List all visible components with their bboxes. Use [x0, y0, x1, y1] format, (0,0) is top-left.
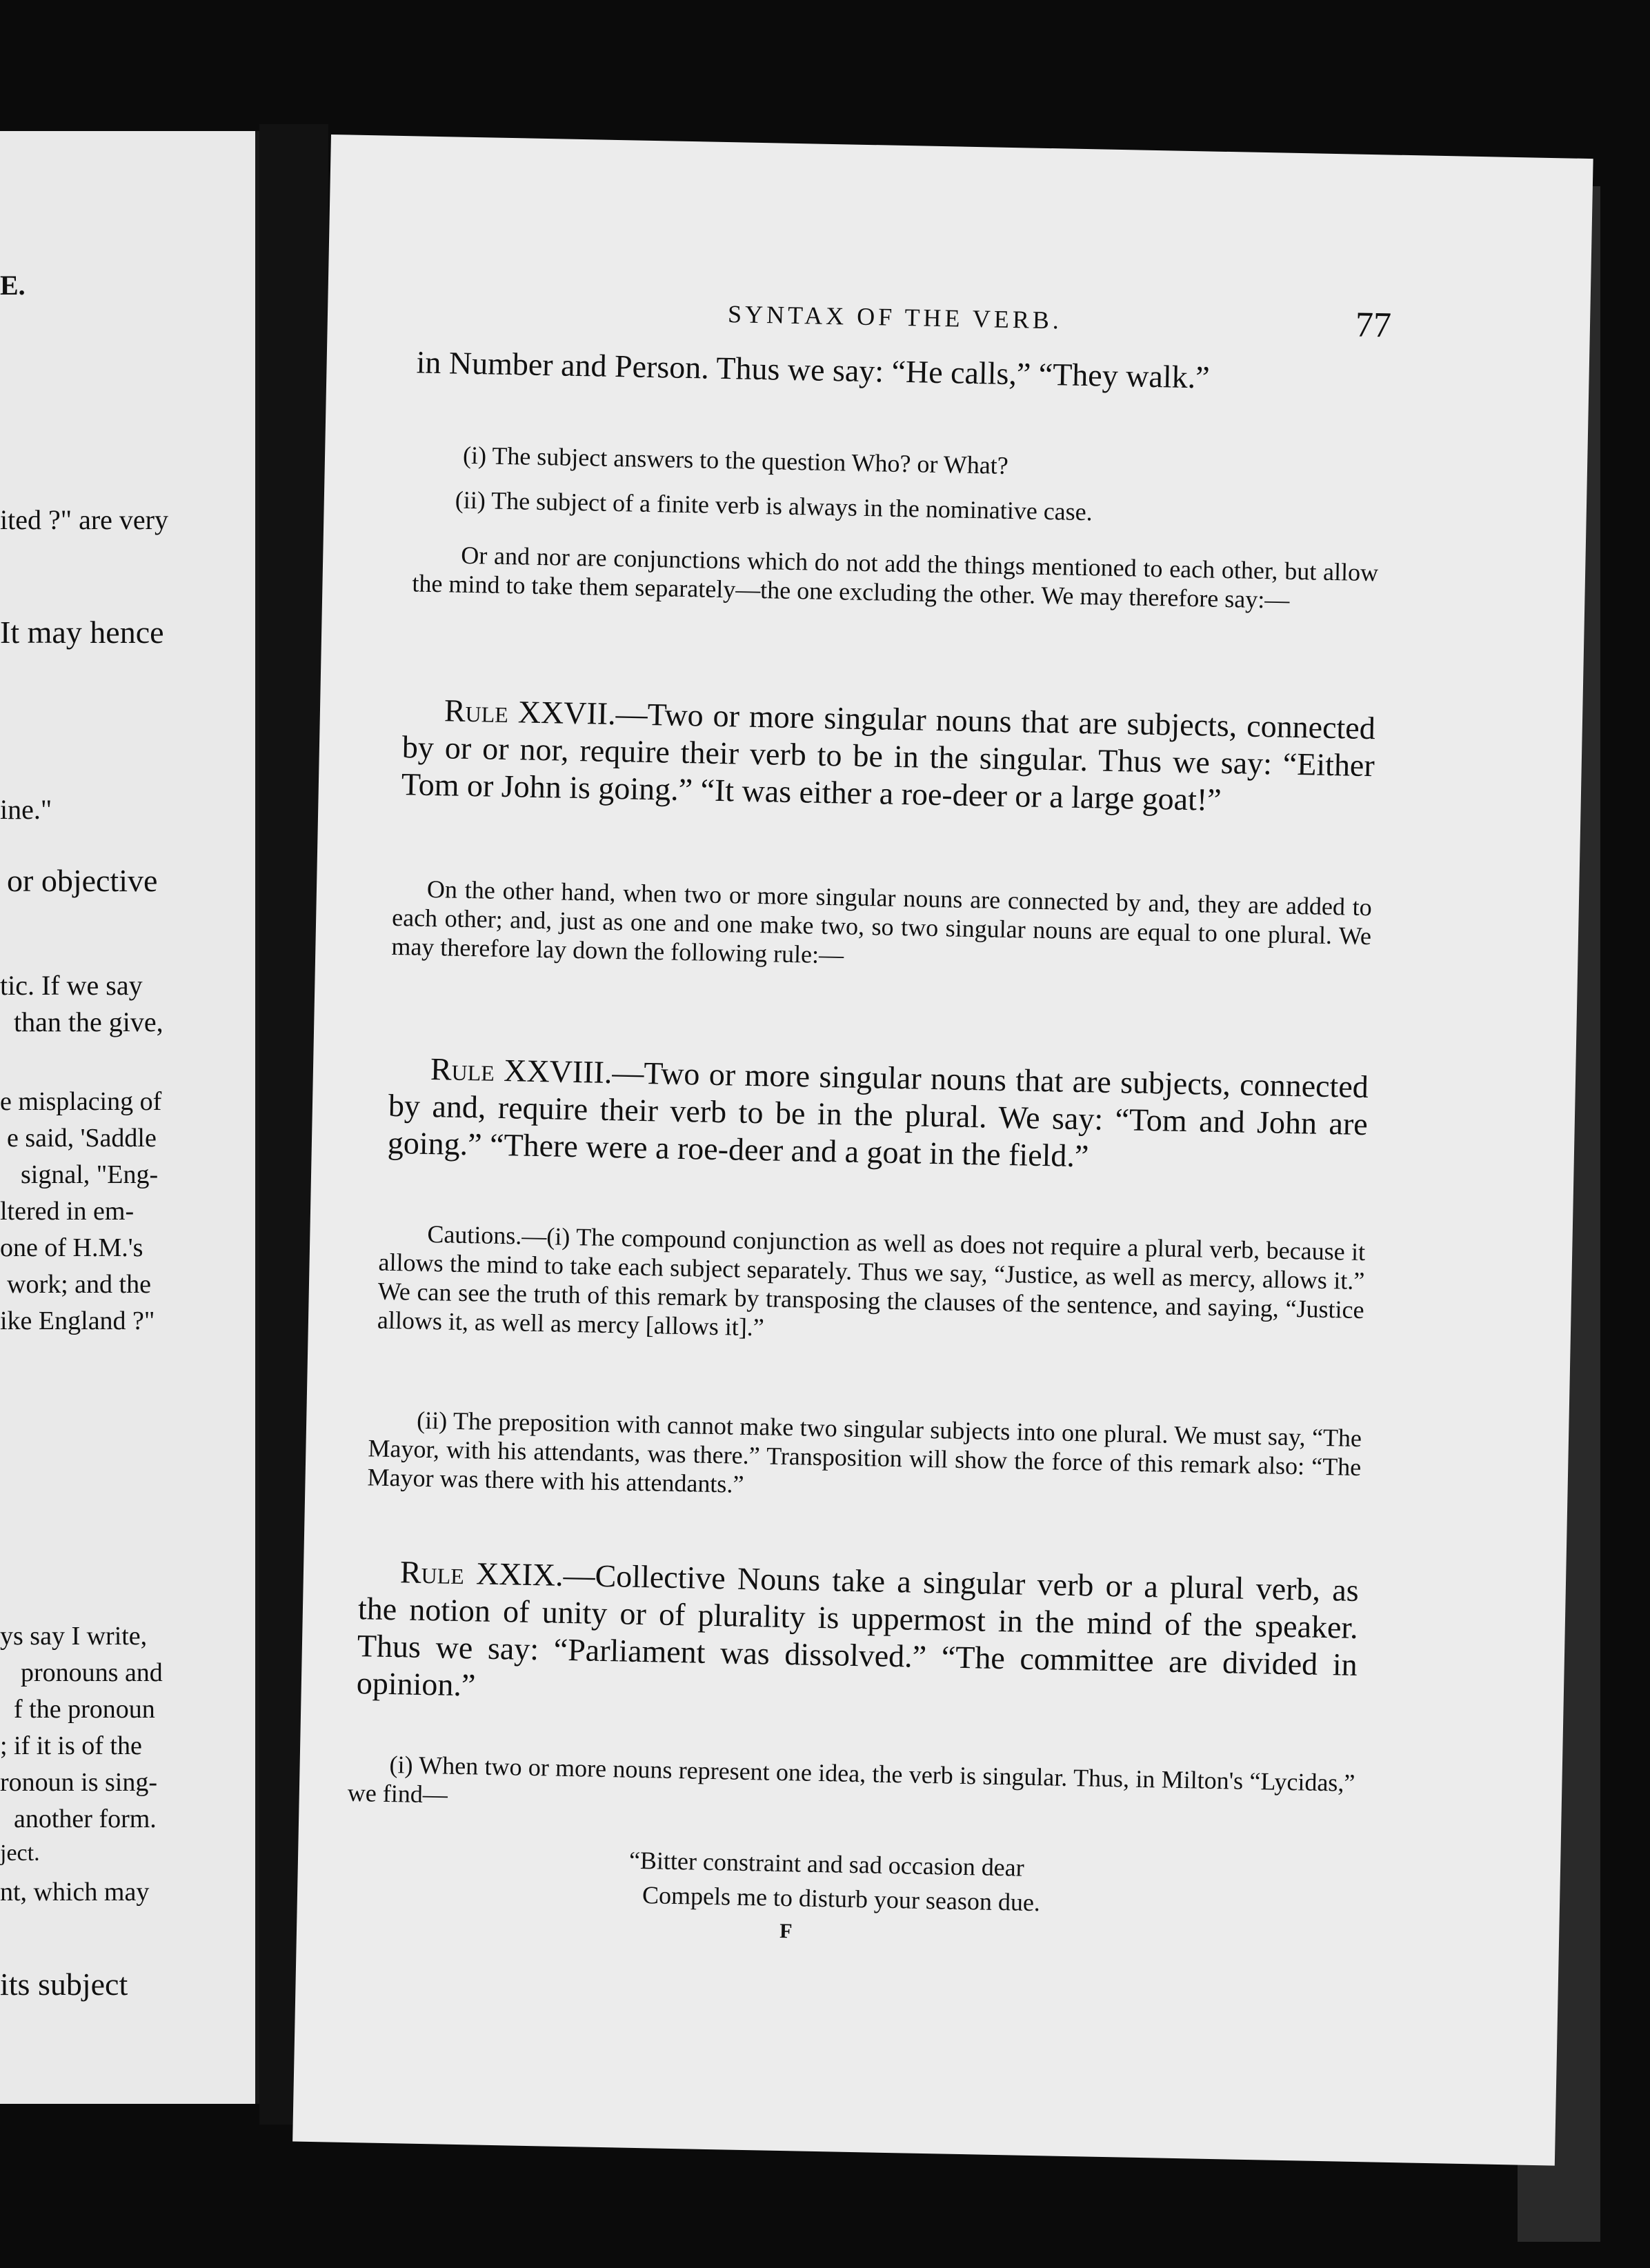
- rule-27-note: On the other hand, when two or more singular nouns are connected by and, they are added to each other; and, just as one and one make two, so two singular nouns are equal to one plural. We may therefore lay down the following rule:—: [391, 875, 1373, 969]
- left-line: E.: [0, 270, 26, 301]
- left-line: ine.": [0, 794, 52, 825]
- rule-29-label: Rule XXIX.: [399, 1554, 564, 1593]
- left-line: e said, 'Saddle: [7, 1124, 157, 1153]
- left-line: ike England ?": [0, 1306, 155, 1335]
- rule-27: [401, 691, 1375, 822]
- left-line: one of H.M.'s: [0, 1233, 143, 1262]
- verse-line-1: “Bitter constraint and sad occasion dear: [628, 1846, 1025, 1882]
- left-line: e misplacing of: [0, 1087, 162, 1116]
- left-line: signal, "Eng-: [21, 1160, 159, 1189]
- page-number: 77: [1355, 305, 1392, 346]
- rule-29: [356, 1553, 1359, 1721]
- left-line: or objective: [7, 863, 158, 898]
- rule-28-text: —Two or more singular nouns that are subjects, connected by and, require their verb to be in the plural. We say: “Tom and John are going.” “There were a roe-deer and a goat in the field.”: [387, 1055, 1369, 1174]
- left-line: ited ?" are very: [0, 504, 168, 535]
- left-line: It may hence: [0, 615, 164, 650]
- left-line: pronouns and: [21, 1658, 163, 1687]
- left-line: f the pronoun: [14, 1695, 155, 1724]
- intro-paragraph: in Number and Person. Thus we say: “He calls,” “They walk.”: [416, 344, 1211, 395]
- rule-29-note: (i) When two or more nouns represent one idea, the verb is singular. Thus, in Milton's “Lycidas,” we find—: [347, 1751, 1355, 1809]
- left-line: nt, which may: [0, 1878, 150, 1907]
- caution-i: Cautions.—(i) The compound conjunction as well as does not require a plural verb, because it allows the mind to take each subject separately. Thus we say, “Justice, as well as mercy, allows it.” We can see the truth of this remark by transposing the clauses of the sentence, and saying, “Justice allows it, as well as mercy [allows it].”: [377, 1220, 1366, 1342]
- left-line: ject.: [0, 1840, 40, 1866]
- left-line: ltered in em-: [0, 1197, 135, 1226]
- caution-ii: (ii) The preposition with cannot make two singular subjects into one plural. We must say, “The Mayor, with his attendants, was there.” Transposition will show the force of this remark also: “The Mayor was there with his attendants.”: [367, 1406, 1362, 1498]
- rule-28: [387, 1050, 1369, 1180]
- left-line: another form.: [14, 1804, 157, 1833]
- right-page: [292, 135, 1593, 2166]
- rule-29-text: —Collective Nouns take a singular verb or a plural verb, as the notion of unity or of plurality is uppermost in the mind of the speaker. Thus we say: “Parliament was dissolved.” “The committee are divided in opinion.”: [356, 1557, 1360, 1703]
- note-or-nor: Or and nor are conjunctions which do not add the things mentioned to each other, but allow the mind to take them separately—the one excluding the other. We may therefore say:—: [412, 541, 1379, 614]
- rule-27-label: Rule XXVII.: [444, 693, 617, 732]
- note-ii: (ii) The subject of a finite verb is always in the nominative case.: [455, 486, 1093, 526]
- rule-28-label: Rule XXVIII.: [430, 1051, 613, 1091]
- verse-line-2: Compels me to disturb your season due.: [642, 1881, 1041, 1917]
- rule-27-text: —Two or more singular nouns that are subjects, connected by or or nor, require their verb to be in the singular. Thus we say: “Either Tom or John is going.” “It was either a roe-deer or a large goat!”: [401, 696, 1376, 817]
- note-i: (i) The subject answers to the question Who? or What?: [462, 441, 1009, 479]
- left-line: ys say I write,: [0, 1622, 148, 1651]
- left-line: ; if it is of the: [0, 1731, 142, 1760]
- left-line: its subject: [0, 1967, 128, 2002]
- left-line: ronoun is sing-: [0, 1768, 157, 1797]
- signature-mark: F: [779, 1919, 793, 1943]
- left-line: work; and the: [7, 1270, 151, 1299]
- running-header: SYNTAX OF THE VERB.: [727, 300, 1063, 335]
- left-line: than the give,: [14, 1006, 163, 1037]
- left-line: tic. If we say: [0, 970, 143, 1001]
- left-page-fragment: [0, 131, 259, 2104]
